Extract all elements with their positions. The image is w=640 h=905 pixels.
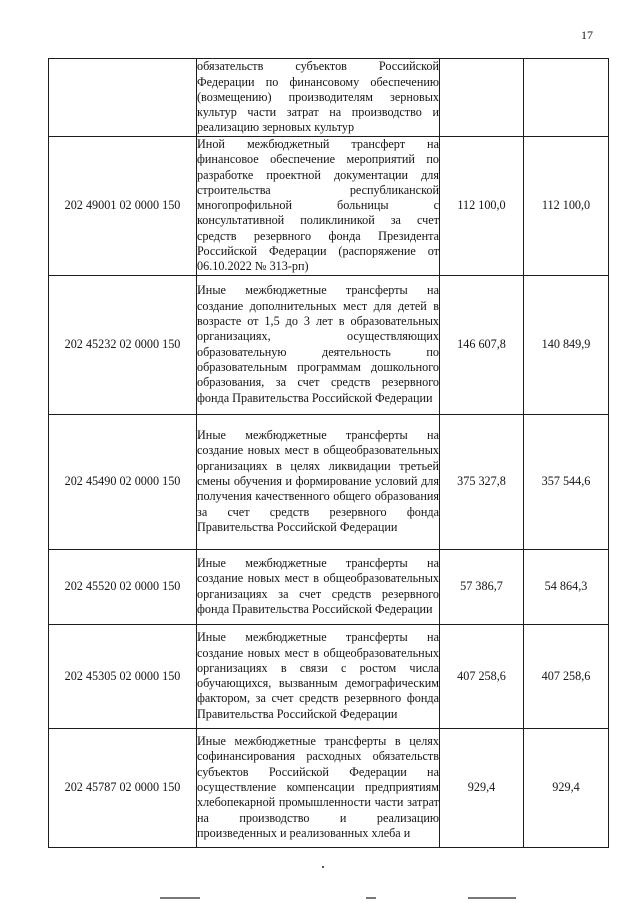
- table-row: [49, 275, 609, 414]
- value-cell: 929,4: [440, 728, 524, 847]
- table-row: [49, 624, 609, 728]
- budget-code-cell: [49, 59, 197, 137]
- description-cell: Иные межбюджетные трансферты на создание новых мест в общеобразовательных организациях за счет средств резервного фонда Правительства Российской Федерации: [197, 549, 440, 624]
- budget-code-cell: 202 45520 02 0000 150: [49, 549, 197, 624]
- scan-speck: [322, 866, 324, 868]
- table-row: [49, 137, 609, 276]
- description-cell: Иные межбюджетные трансферты на создание новых мест в общеобразовательных организациях в связи с ростом числа обучающихся, вызванным демографическим фактором, за счет средств резервного фонда Правительства Российской Федерации: [197, 624, 440, 728]
- budget-code-cell: 202 49001 02 0000 150: [49, 137, 197, 276]
- scan-mark: [366, 897, 376, 899]
- budget-code-cell: 202 45305 02 0000 150: [49, 624, 197, 728]
- table-row: [49, 414, 609, 549]
- value-cell: 407 258,6: [524, 624, 609, 728]
- value-cell: 407 258,6: [440, 624, 524, 728]
- table-row: [49, 728, 609, 847]
- table-row: [49, 549, 609, 624]
- description-cell: Иные межбюджетные трансферты на создание новых мест в общеобразовательных организациях в целях ликвидации третьей смены обучения и формирование условий для получения качественного общего образования за счет средств резервного фонда Правительства Российской Федерации: [197, 414, 440, 549]
- description-cell: Иные межбюджетные трансферты в целях софинансирования расходных обязательств субъектов Российской Федерации на осуществление компенсации предприятиям хлебопекарной промышленности части затрат на производство и реализацию произведенных и реализованных хлеба и: [197, 728, 440, 847]
- value-cell: 57 386,7: [440, 549, 524, 624]
- budget-code-cell: 202 45490 02 0000 150: [49, 414, 197, 549]
- value-cell: 929,4: [524, 728, 609, 847]
- value-cell: [524, 59, 609, 137]
- budget-code-cell: 202 45787 02 0000 150: [49, 728, 197, 847]
- scan-edge-marks: [0, 888, 640, 905]
- scan-mark: [160, 897, 200, 899]
- description-cell: Иной межбюджетный трансферт на финансовое обеспечение мероприятий по разработке проектной документации для строительства республиканской многопрофильной больницы с консультативной поликлиникой за счет средств резервного фонда Президента Российской Федерации (распоряжение от 06.10.2022 № 313-рп): [197, 137, 439, 274]
- value-cell: [440, 59, 524, 137]
- budget-code-cell: 202 45232 02 0000 150: [49, 275, 197, 414]
- budget-table: [48, 58, 609, 848]
- description-cell: Иные межбюджетные трансферты на создание дополнительных мест для детей в возрасте от 1,5 до 3 лет в образовательных организациях, осуществляющих образовательную деятельность по образовательным программам дошкольного образования, за счет средств резервного фонда Правительства Российской Федерации: [197, 275, 440, 414]
- page-number: 17: [581, 28, 593, 42]
- value-cell: 112 100,0: [524, 137, 609, 276]
- value-cell: 357 544,6: [524, 414, 609, 549]
- value-cell: 112 100,0: [440, 137, 524, 276]
- value-cell: 375 327,8: [440, 414, 524, 549]
- description-cell: обязательств субъектов Российской Федерации по финансовому обеспечению (возмещению) производителям зерновых культур части затрат на производство и реализацию зерновых культур: [197, 59, 440, 137]
- value-cell: 54 864,3: [524, 549, 609, 624]
- scan-mark: [468, 897, 516, 899]
- table-row: [49, 59, 609, 137]
- value-cell: 140 849,9: [524, 275, 609, 414]
- value-cell: 146 607,8: [440, 275, 524, 414]
